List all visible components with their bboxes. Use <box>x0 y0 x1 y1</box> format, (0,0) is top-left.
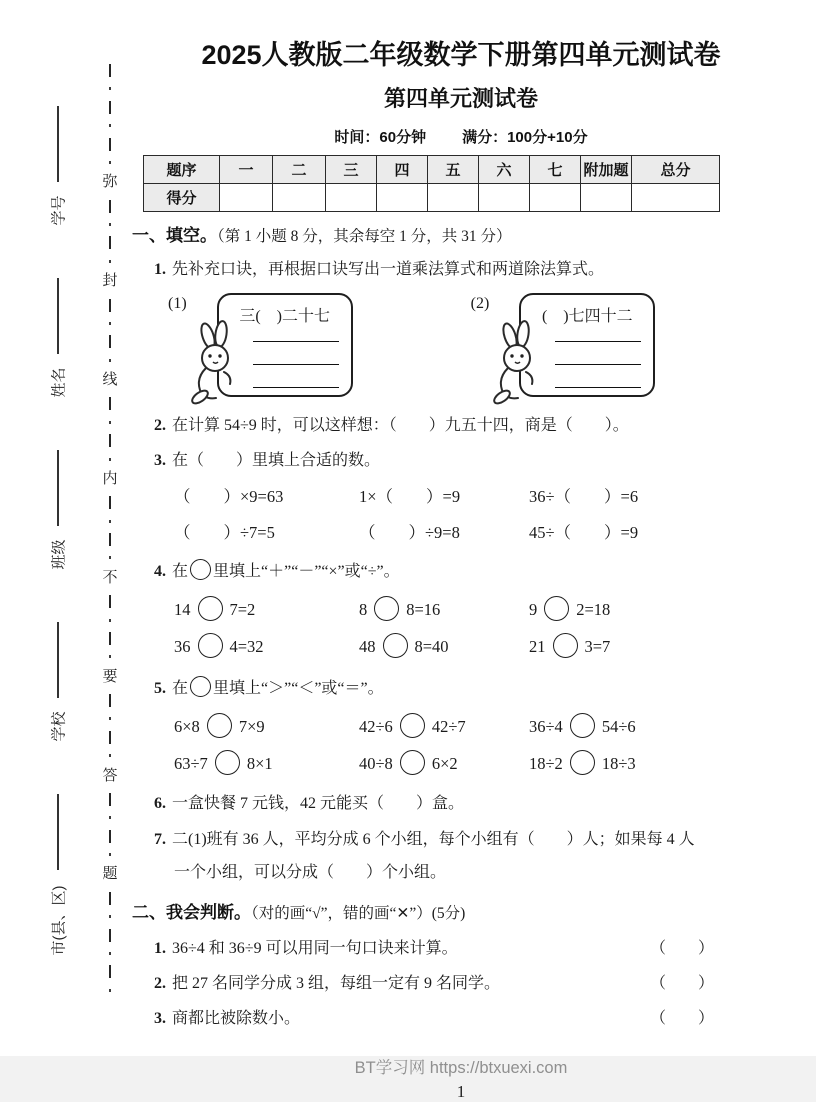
answer-blank-line <box>555 341 641 342</box>
judge-item-1: 1. 36÷4 和 36÷9 可以用同一句口诀来计算。 （ ） <box>154 940 714 958</box>
q3-equations-row2 <box>174 523 792 543</box>
score-row-label: 得分 <box>144 184 220 212</box>
write-in-line <box>57 794 59 870</box>
rabbit-illustration <box>490 320 544 404</box>
equation: 8 8=16 <box>359 596 529 621</box>
operator-circle <box>383 633 408 658</box>
score-header-cell: 六 <box>479 156 530 184</box>
equation: 21 3=7 <box>529 633 610 658</box>
q4-equations-row1 <box>174 596 792 621</box>
answer-parens: （ ） <box>649 940 714 958</box>
score-cell <box>428 184 479 212</box>
answer-blank-line <box>253 387 339 388</box>
equation: 6×8 7×9 <box>174 713 359 738</box>
equation: 36 4=32 <box>174 633 359 658</box>
write-in-line <box>57 106 59 182</box>
comparison-circle <box>207 713 232 738</box>
unit-title: 第四单元测试卷 <box>383 86 538 112</box>
equation: 9 2=18 <box>529 596 610 621</box>
equation: 45÷（ ）=9 <box>529 522 639 542</box>
equation: 40÷8 6×2 <box>359 750 529 775</box>
seal-char: 答 <box>102 766 118 784</box>
seal-char: 题 <box>102 865 118 883</box>
city-district-field <box>23 794 93 964</box>
mnemonic-formula: ( )七四十二 <box>541 307 633 325</box>
q4-equations-row2 <box>174 633 792 658</box>
student-id-field <box>43 106 73 232</box>
mnemonic-formula: 三( )二十七 <box>239 307 330 325</box>
full-score: 满分：100分+10分 <box>462 129 588 147</box>
judge-item-3: 3. 商都比被除数小。 （ ） <box>154 1010 714 1028</box>
operator-circle <box>553 633 578 658</box>
equation: 1×（ ）=9 <box>359 486 461 506</box>
score-cell <box>581 184 632 212</box>
answer-blank-line <box>555 387 641 388</box>
answer-parens: （ ） <box>649 1010 714 1028</box>
city-district-label: 市(县、区) <box>50 885 68 955</box>
judge-item-2: 2. 把 27 名同学分成 3 组，每组一定有 9 名同学。 （ ） <box>154 975 714 993</box>
score-cell <box>377 184 428 212</box>
operator-circle <box>198 633 223 658</box>
equation: （ ）×9=63 <box>174 486 284 506</box>
write-in-line <box>57 450 59 526</box>
operator-circle <box>544 596 569 621</box>
answer-blank-line <box>555 364 641 365</box>
comparison-circle <box>400 750 425 775</box>
operator-circle-placeholder <box>190 559 211 580</box>
comparison-circle <box>400 713 425 738</box>
score-header-cell: 五 <box>428 156 479 184</box>
paper-content <box>130 0 792 1102</box>
comparison-circle-placeholder <box>190 676 211 697</box>
answer-blank-line <box>253 341 339 342</box>
equation: 63÷7 8×1 <box>174 750 359 775</box>
equation: 36÷（ ）=6 <box>529 486 639 506</box>
school-field <box>43 622 73 748</box>
score-cell <box>479 184 530 212</box>
score-header-cell: 总分 <box>632 156 720 184</box>
equation: 14 7=2 <box>174 596 359 621</box>
score-cell <box>632 184 720 212</box>
question-1: 1. 先补充口诀，再根据口诀写出一道乘法算式和两道除法算式。 <box>154 260 605 278</box>
student-id-label: 学号 <box>50 194 68 226</box>
paper-title: 2025人教版二年级数学下册第四单元测试卷 <box>201 40 721 70</box>
equation: （ ）÷7=5 <box>174 522 275 542</box>
item-label: (1) <box>168 294 187 312</box>
question-2: 2. 在计算 54÷9 时，可以这样想：（ ）九五十四，商是（ ）。 <box>154 416 629 434</box>
score-cell <box>220 184 273 212</box>
q5-equations-row2 <box>174 750 792 775</box>
write-in-line <box>57 278 59 354</box>
class-field <box>43 450 73 576</box>
section1-note: （第 1 小题 8 分，其余每空 1 分，共 31 分） <box>217 228 512 246</box>
student-info-sidebar <box>30 106 86 1010</box>
score-header-cell: 四 <box>377 156 428 184</box>
watermark-site: BT学习网 https://btxuexi.com <box>354 1059 568 1078</box>
section2-note: （对的画“√”，错的画“✕”）(5分) <box>251 905 466 923</box>
score-table <box>143 155 774 212</box>
page-number: 1 <box>456 1082 466 1102</box>
write-in-line <box>57 622 59 698</box>
seal-char: 不 <box>102 568 118 586</box>
seal-char: 线 <box>102 371 118 388</box>
mnemonic-item-1 <box>168 293 353 397</box>
class-label: 班级 <box>50 538 68 570</box>
section1-heading: 一、填空。（第 1 小题 8 分，其余每空 1 分，共 31 分） <box>132 226 512 246</box>
comparison-circle <box>570 750 595 775</box>
seal-char: 要 <box>102 667 118 685</box>
exam-meta <box>130 126 792 147</box>
operator-circle <box>374 596 399 621</box>
question-5: 5. 在 里填上“＞”“＜”或“＝”。 <box>154 676 792 699</box>
equation: （ ）÷9=8 <box>359 522 460 542</box>
score-table-header-row <box>144 156 774 184</box>
question-3: 3. 在（ ）里填上合适的数。 <box>154 451 381 469</box>
equation: 36÷4 54÷6 <box>529 713 636 738</box>
time-limit: 时间：60分钟 <box>334 129 427 147</box>
score-table-score-row <box>144 184 774 212</box>
item-label: (2) <box>470 294 490 312</box>
answer-box <box>217 293 353 397</box>
mnemonic-boxes <box>168 293 792 397</box>
q3-equations-row1 <box>174 487 792 507</box>
equation: 42÷6 42÷7 <box>359 713 529 738</box>
student-name-label: 姓名 <box>50 366 68 398</box>
rabbit-illustration <box>188 320 242 404</box>
seal-char: 封 <box>102 272 118 290</box>
score-header-cell: 三 <box>326 156 377 184</box>
seal-line <box>101 64 119 992</box>
section2-heading: 二、我会判断。（对的画“√”，错的画“✕”）(5分) <box>132 903 466 923</box>
question-4: 4. 在 里填上“＋”“－”“×”或“÷”。 <box>154 559 792 582</box>
answer-parens: （ ） <box>649 975 714 993</box>
score-header-cell: 一 <box>220 156 273 184</box>
answer-box <box>519 293 655 397</box>
school-label: 学校 <box>50 710 68 742</box>
mnemonic-item-2 <box>471 293 656 397</box>
seal-char: 弥 <box>102 173 118 191</box>
answer-blank-line <box>253 364 339 365</box>
student-name-field <box>43 278 73 404</box>
score-cell <box>530 184 581 212</box>
operator-circle <box>198 596 223 621</box>
question-7-line2: 一个小组，可以分成（ ）个小组。 <box>174 864 447 882</box>
score-cell <box>326 184 377 212</box>
score-header-cell: 七 <box>530 156 581 184</box>
question-6: 6. 一盒快餐 7 元钱，42 元能买（ ）盒。 <box>154 795 465 813</box>
comparison-circle <box>215 750 240 775</box>
equation: 48 8=40 <box>359 633 529 658</box>
score-cell <box>273 184 326 212</box>
score-header-cell: 附加题 <box>581 156 632 184</box>
score-header-cell: 题序 <box>144 156 220 184</box>
score-header-cell: 二 <box>273 156 326 184</box>
question-7-line1: 7. 二(1)班有 36 人，平均分成 6 个小组，每个小组有（ ）人；如果每 4 人 <box>154 831 695 849</box>
seal-char: 内 <box>102 469 118 487</box>
q5-equations-row1 <box>174 713 792 738</box>
comparison-circle <box>570 713 595 738</box>
equation: 18÷2 18÷3 <box>529 750 636 775</box>
